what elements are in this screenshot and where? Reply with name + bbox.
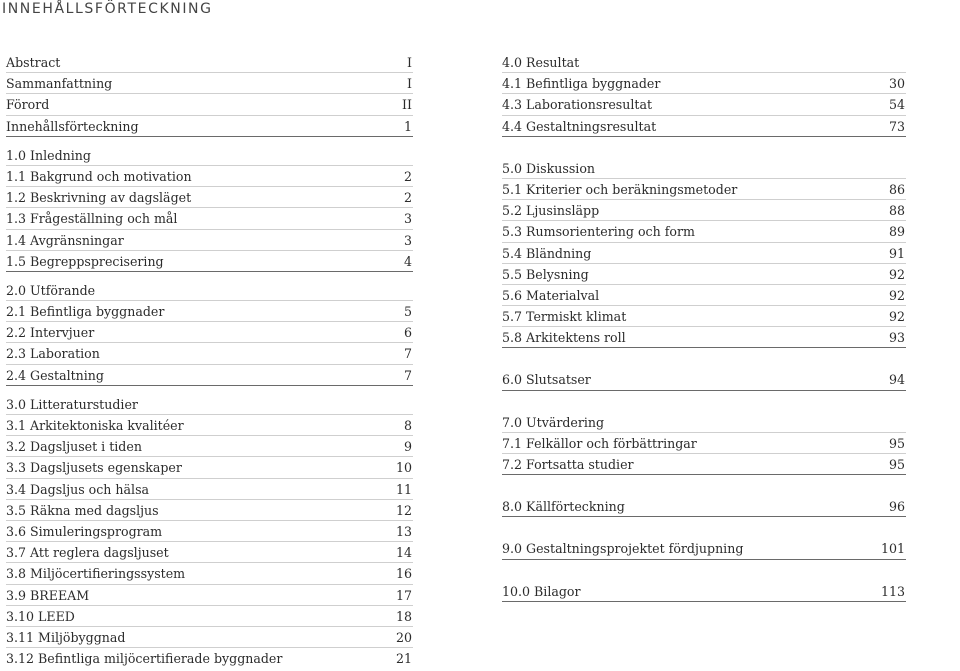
toc-entry-page-number: I bbox=[407, 76, 412, 92]
toc-left-column bbox=[6, 52, 413, 669]
toc-entry[interactable] bbox=[502, 158, 906, 179]
toc-entry-title: 2.3 Laboration bbox=[6, 346, 100, 362]
toc-entry-title: 3.0 Litteraturstudier bbox=[6, 396, 138, 412]
page-title: INNEHÅLLSFÖRTECKNING bbox=[2, 1, 213, 17]
toc-entry-title: 5.1 Kriterier och beräkningsmetoder bbox=[502, 181, 738, 197]
toc-entry[interactable] bbox=[6, 542, 413, 563]
toc-entry-title: 1.1 Bakgrund och motivation bbox=[6, 168, 192, 184]
toc-entry-page-number: 92 bbox=[888, 266, 905, 282]
toc-entry-page-number: 96 bbox=[888, 499, 905, 515]
toc-entry[interactable] bbox=[6, 479, 413, 500]
toc-entry-page-number: 9 bbox=[403, 439, 412, 455]
toc-entry[interactable] bbox=[6, 343, 413, 364]
toc-entry[interactable] bbox=[502, 454, 906, 475]
toc-entry-page-number: 92 bbox=[888, 287, 905, 303]
toc-entry-title: Abstract bbox=[6, 55, 61, 70]
toc-entry-page-number: 16 bbox=[395, 566, 412, 582]
toc-entry[interactable] bbox=[6, 73, 413, 94]
toc-entry-title: 3.10 LEED bbox=[6, 608, 75, 624]
toc-entry[interactable] bbox=[502, 264, 906, 285]
toc-entry-title: 4.0 Resultat bbox=[502, 55, 580, 70]
toc-entry[interactable] bbox=[6, 208, 413, 229]
toc-entry[interactable] bbox=[502, 285, 906, 306]
toc-entry-title: 3.7 Att reglera dagsljuset bbox=[6, 545, 169, 561]
toc-entry-title: 3.11 Miljöbyggnad bbox=[6, 629, 126, 645]
toc-entry[interactable] bbox=[502, 116, 906, 137]
toc-entry-title: 2.0 Utförande bbox=[6, 282, 96, 298]
toc-entry[interactable] bbox=[6, 166, 413, 187]
toc-entry[interactable] bbox=[502, 221, 906, 242]
toc-entry[interactable] bbox=[6, 436, 413, 457]
toc-right-column bbox=[502, 52, 906, 602]
toc-spacer bbox=[502, 475, 906, 496]
toc-entry-title: 7.2 Fortsatta studier bbox=[502, 457, 634, 472]
toc-entry-title: 5.0 Diskussion bbox=[502, 160, 596, 176]
toc-entry-page-number: 113 bbox=[880, 583, 905, 599]
toc-entry-title: 2.4 Gestaltning bbox=[6, 367, 104, 383]
toc-entry-page-number: 73 bbox=[888, 118, 905, 134]
toc-entry-page-number: 13 bbox=[395, 523, 412, 539]
toc-entry-page-number: 101 bbox=[880, 541, 905, 557]
toc-entry[interactable] bbox=[502, 369, 906, 390]
toc-entry-page-number: II bbox=[402, 97, 412, 113]
toc-entry-title: 7.1 Felkällor och förbättringar bbox=[502, 435, 697, 451]
toc-entry[interactable] bbox=[6, 365, 413, 386]
toc-entry-title: 8.0 Källförteckning bbox=[502, 499, 625, 515]
toc-entry[interactable] bbox=[502, 306, 906, 327]
toc-entry-title: 9.0 Gestaltningsprojektet fördjupning bbox=[502, 541, 744, 557]
toc-entry-title: 1.4 Avgränsningar bbox=[6, 232, 124, 248]
toc-entry[interactable] bbox=[502, 243, 906, 264]
toc-entry[interactable] bbox=[502, 200, 906, 221]
toc-spacer bbox=[502, 517, 906, 538]
toc-entry-title: 1.2 Beskrivning av dagsläget bbox=[6, 190, 192, 206]
toc-entry-title: 1.3 Frågeställning och mål bbox=[6, 211, 178, 227]
toc-entry-page-number: 14 bbox=[395, 545, 412, 561]
toc-entry-page-number: 54 bbox=[888, 97, 905, 113]
toc-entry-title: 2.1 Befintliga byggnader bbox=[6, 304, 165, 320]
toc-entry[interactable] bbox=[6, 187, 413, 208]
toc-spacer bbox=[6, 386, 413, 394]
toc-entry-page-number: 10 bbox=[395, 460, 412, 476]
toc-entry[interactable] bbox=[6, 627, 413, 648]
toc-spacer bbox=[502, 348, 906, 369]
toc-entry-title: 3.6 Simuleringsprogram bbox=[6, 523, 163, 539]
toc-entry[interactable] bbox=[6, 606, 413, 627]
toc-entry-title: 5.2 Ljusinsläpp bbox=[502, 203, 600, 219]
toc-entry[interactable] bbox=[6, 280, 413, 301]
toc-entry-title: 5.3 Rumsorientering och form bbox=[502, 224, 695, 240]
toc-entry-page-number: 18 bbox=[395, 608, 412, 624]
toc-entry[interactable] bbox=[502, 179, 906, 200]
toc-entry[interactable] bbox=[502, 433, 906, 454]
toc-entry-title: Förord bbox=[6, 97, 50, 113]
toc-entry-page-number: 2 bbox=[403, 190, 412, 206]
toc-entry-page-number: 3 bbox=[403, 211, 412, 227]
toc-entry-page-number: 95 bbox=[888, 457, 905, 472]
toc-entry-page-number: 12 bbox=[395, 502, 412, 518]
toc-entry-title: 1.0 Inledning bbox=[6, 147, 91, 163]
toc-entry[interactable] bbox=[6, 94, 413, 115]
toc-entry-title: 10.0 Bilagor bbox=[502, 583, 581, 599]
toc-entry-page-number: 1 bbox=[403, 118, 412, 134]
toc-entry-page-number: 93 bbox=[888, 330, 905, 346]
toc-entry-page-number: 30 bbox=[888, 76, 905, 92]
toc-entry[interactable] bbox=[6, 116, 413, 137]
toc-entry[interactable] bbox=[6, 648, 413, 669]
toc-entry-title: 5.5 Belysning bbox=[502, 266, 589, 282]
toc-entry-page-number: 5 bbox=[403, 304, 412, 320]
toc-entry-title: 7.0 Utvärdering bbox=[502, 414, 605, 430]
toc-entry[interactable] bbox=[502, 412, 906, 433]
toc-spacer bbox=[502, 137, 906, 158]
toc-entry-title: 1.5 Begreppsprecisering bbox=[6, 253, 164, 269]
toc-entry-page-number: 11 bbox=[395, 481, 412, 497]
toc-entry-page-number: 8 bbox=[403, 418, 412, 433]
toc-entry[interactable] bbox=[6, 251, 413, 272]
toc-entry[interactable] bbox=[6, 145, 413, 166]
toc-entry-page-number: 88 bbox=[888, 203, 905, 219]
toc-entry-page-number: 86 bbox=[888, 181, 905, 197]
toc-entry-title: 3.4 Dagsljus och hälsa bbox=[6, 481, 150, 497]
toc-entry[interactable] bbox=[502, 52, 906, 73]
toc-entry-page-number: 89 bbox=[888, 224, 905, 240]
toc-entry-title: 4.4 Gestaltningsresultat bbox=[502, 118, 657, 134]
toc-entry-page-number: 6 bbox=[403, 325, 412, 341]
toc-entry-title: Innehållsförteckning bbox=[6, 118, 139, 134]
toc-entry-title: 3.12 Befintliga miljöcertifierade byggnader bbox=[6, 651, 283, 667]
toc-entry-title: 5.4 Bländning bbox=[502, 245, 592, 261]
toc-entry-title: 3.2 Dagsljuset i tiden bbox=[6, 439, 142, 455]
toc-entry-title: 3.1 Arkitektoniska kvalitéer bbox=[6, 418, 184, 433]
toc-entry-title: 3.9 BREEAM bbox=[6, 587, 90, 603]
toc-entry-page-number: 92 bbox=[888, 309, 905, 325]
toc-entry-title: 3.8 Miljöcertifieringssystem bbox=[6, 566, 186, 582]
toc-entry-title: 5.8 Arkitektens roll bbox=[502, 330, 626, 346]
toc-entry-page-number: 7 bbox=[403, 346, 412, 362]
toc-spacer bbox=[6, 137, 413, 145]
toc-entry-page-number: 95 bbox=[888, 435, 905, 451]
toc-entry-title: 3.5 Räkna med dagsljus bbox=[6, 502, 159, 518]
toc-entry-page-number: 20 bbox=[395, 629, 412, 645]
toc-entry-title: 5.7 Termiskt klimat bbox=[502, 309, 627, 325]
toc-entry[interactable] bbox=[6, 394, 413, 415]
toc-entry-title: 2.2 Intervjuer bbox=[6, 325, 95, 341]
toc-entry[interactable] bbox=[6, 585, 413, 606]
toc-entry[interactable] bbox=[502, 538, 906, 559]
toc-entry-title: 6.0 Slutsatser bbox=[502, 372, 591, 388]
toc-entry[interactable] bbox=[6, 322, 413, 343]
toc-entry-title: 4.3 Laborationsresultat bbox=[502, 97, 653, 113]
toc-entry-page-number: 17 bbox=[395, 587, 412, 603]
toc-entry[interactable] bbox=[6, 230, 413, 251]
toc-entry[interactable] bbox=[6, 563, 413, 584]
toc-entry-title: 3.3 Dagsljusets egenskaper bbox=[6, 460, 182, 476]
toc-entry[interactable] bbox=[502, 94, 906, 115]
toc-entry[interactable] bbox=[502, 581, 906, 602]
toc-entry-page-number: 3 bbox=[403, 232, 412, 248]
toc-entry-page-number: 4 bbox=[403, 253, 412, 269]
toc-entry[interactable] bbox=[6, 500, 413, 521]
toc-entry-title: Sammanfattning bbox=[6, 76, 113, 92]
toc-entry[interactable] bbox=[502, 73, 906, 94]
toc-entry-page-number: 2 bbox=[403, 168, 412, 184]
toc-entry-page-number: 94 bbox=[888, 372, 905, 388]
toc-entry-page-number: I bbox=[407, 55, 412, 70]
toc-spacer bbox=[6, 272, 413, 280]
toc-entry[interactable] bbox=[6, 457, 413, 478]
toc-spacer bbox=[502, 391, 906, 412]
toc-entry[interactable] bbox=[502, 327, 906, 348]
toc-entry[interactable] bbox=[6, 301, 413, 322]
toc-entry-page-number: 91 bbox=[888, 245, 905, 261]
toc-entry-page-number: 21 bbox=[395, 651, 412, 667]
toc-entry[interactable] bbox=[502, 496, 906, 517]
toc-entry-title: 5.6 Materialval bbox=[502, 287, 600, 303]
toc-entry-page-number: 7 bbox=[403, 367, 412, 383]
toc-entry[interactable] bbox=[6, 52, 413, 73]
toc-spacer bbox=[502, 560, 906, 581]
toc-entry[interactable] bbox=[6, 521, 413, 542]
toc-entry[interactable] bbox=[6, 415, 413, 436]
toc-entry-title: 4.1 Befintliga byggnader bbox=[502, 76, 661, 92]
